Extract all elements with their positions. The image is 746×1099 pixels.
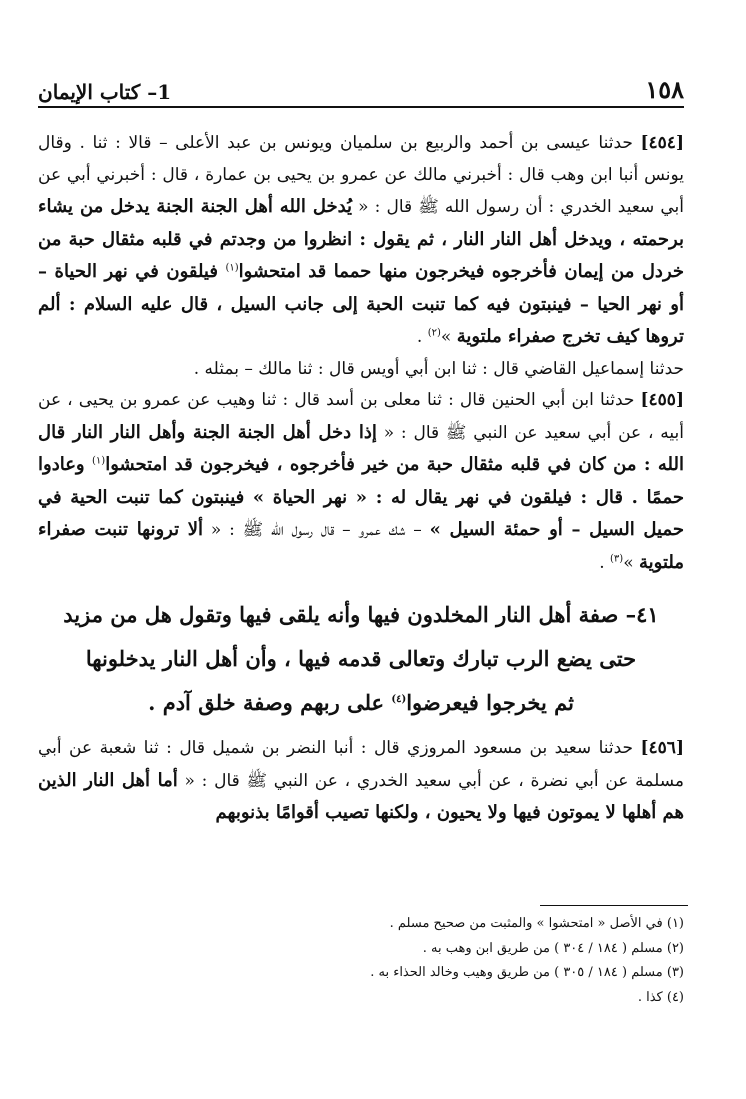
hadith-number: [٤٥٥] [640,390,684,410]
footnote-ref: (١) [92,455,106,467]
chapter-heading [38,593,684,725]
chapter-heading-line: حتى يضع الرب تبارك وتعالى قدمه فيها ، وأن أهل النار يدخلونها [85,646,637,671]
hadith-number: [٤٥٦] [640,738,684,758]
page-body [38,128,684,830]
hadith-456 [38,733,684,830]
footnote-ref: (٣) [610,552,624,564]
hadith-455 [38,385,684,579]
page-number: ١٥٨ [645,75,684,104]
hadith-comment: – شك عمرو – قال رسول الله ﷺ : « [203,520,430,540]
hadith-matn: فيلقون في نهر الحياة – أو نهر الحيا – فينبتون فيه كما تنبت الحبة إلى جانب السيل ، قال عليه السلام : ألم تروها كيف تخرج صفراء ملتوية [38,261,684,347]
chapter-heading-text: ثم يخرجوا فيعرضوا [406,690,574,715]
hadith-matn: يُدخل الله أهل الجنة الجنة يدخل من يشاء برحمته ، ويدخل أهل النار النار ، ثم يقول : انظروا من وجدتم في قلبه مثقال حبة من خردل من إيمان فأخرجوه فيخرجون منها حمما قد امتحشوا [38,196,684,282]
footnote-ref: (١) [225,262,239,274]
chapter-heading-line [38,681,684,725]
hadith-matn: وعادوا حممًا . قال : فيلقون في نهر يقال له : « نهر الحياة » فينبتون كما تنبت الحية في حميل السيل – أو حمئة السيل » [38,454,685,540]
hadith-matn: أما أهل النار الذين هم أهلها لا يموتون فيها ولا يحيون ، ولكنها تصيب أقوامًا بذنوبهم [38,769,684,823]
quote-close: » [623,552,639,573]
footnote-3: (٣) مسلم ( ١٨٤ / ٣٠٥ ) من طريق وهيب وخالد الحذاء به . [370,965,684,980]
footnote-2: (٢) مسلم ( ١٨٤ / ٣٠٤ ) من طريق ابن وهب به . [422,940,684,956]
quote-close: » [440,327,457,347]
footnote-ref: (٤) [391,694,407,705]
footnotes [38,912,684,1010]
hadith-chain: حدثنا سعيد بن مسعود المروزي قال : أنبا النضر بن شميل قال : ثنا شعبة عن أبي مسلمة عن أبي نضرة ، عن أبي سعيد الخدري ، عن النبي ﷺ قال : « [38,738,684,791]
footnote-4: (٤) كذا . [637,989,684,1005]
hadith-matn: ألا ترونها تنبت صفراء ملتوية [38,519,684,573]
hadith-chain: حدثنا عيسى بن أحمد والربيع بن سلميان ويونس بن عبد الأعلى – قالا : ثنا . وقال يونس أنبا ابن وهب قال : أخبرني مالك عن عمرو بن يحيى بن عمارة ، قال : أخبرني أبي عن أبي سعيد الخدري : أن رسول الله ﷺ قال : « [38,133,684,217]
sentence-end: . [599,552,610,573]
hadith-matn: إذا دخل أهل الجنة الجنة وأهل النار النار قال الله : من كان في قلبه مثقال حبة من خير فأخرجوه ، فيخرجون قد امتحشوا [38,421,684,475]
hadith-chain: حدثنا ابن أبي الحنين قال : ثنا معلى بن أسد قال : ثنا وهيب عن عمرو بن يحيى ، عن أبيه ، عن أبي سعيد عن النبي ﷺ قال : « [38,390,684,443]
running-title: 1– كتاب الإيمان [38,80,172,104]
hadith-454 [38,128,684,354]
chapter-heading-text: على ربهم وصفة خلق آدم . [148,690,392,715]
hadith-number: [٤٥٤] [640,133,684,153]
hadith-454-alt-chain: حدثنا إسماعيل القاضي قال : ثنا ابن أبي أويس قال : ثنا مالك – بمثله . [193,358,684,379]
footnote-1: (١) في الأصل « امتحشوا » والمثبت من صحيح مسلم . [389,916,684,931]
sentence-end: . [416,327,428,347]
footnote-ref: (٢) [427,327,441,339]
chapter-heading-line: ٤١– صفة أهل النار المخلدون فيها وأنه يلقى فيها وتقول هل من مزيد [63,602,659,627]
footnote-divider [540,905,688,906]
page-header [38,68,684,108]
